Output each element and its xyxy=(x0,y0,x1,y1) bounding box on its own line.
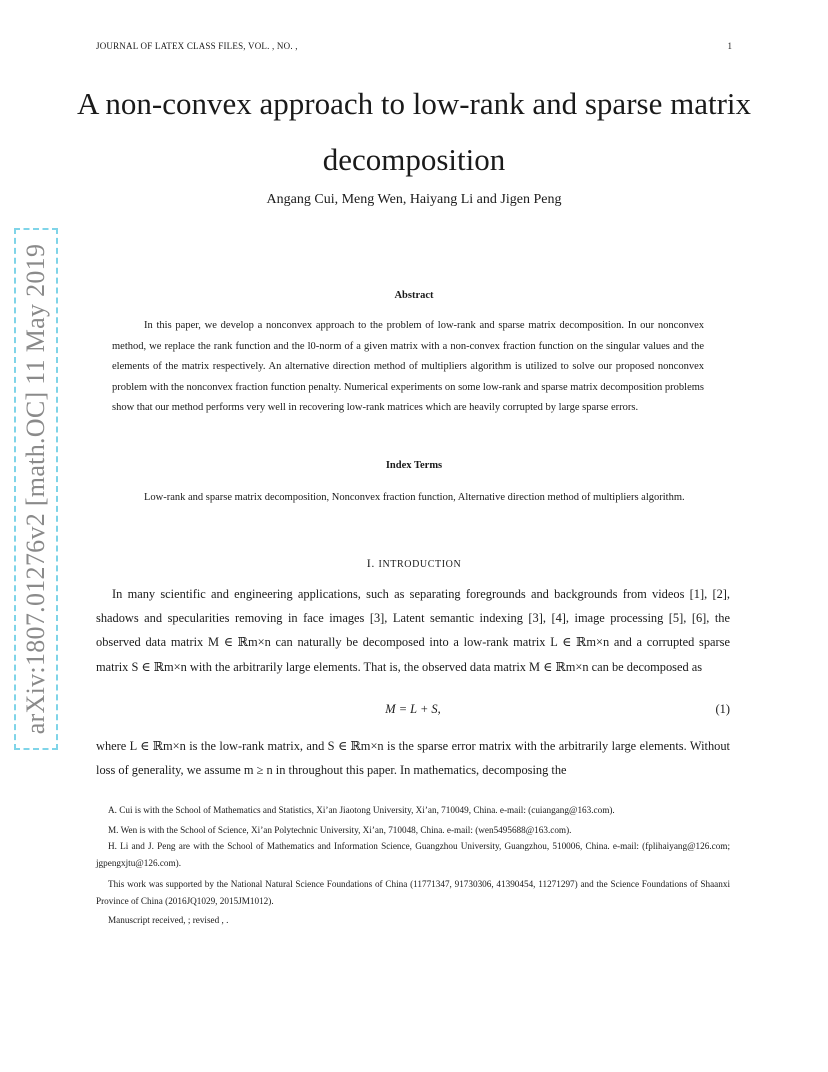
footnote-affiliation-cui: A. Cui is with the School of Mathematics and Statistics, Xi’an Jiaotong University, Xi’an, 710049, China. e-mail: (cuiangang@163.com). xyxy=(108,805,615,815)
paper-title: A non-convex approach to low-rank and sparse matrix decomposition xyxy=(76,86,752,177)
author-list: Angang Cui, Meng Wen, Haiyang Li and Jigen Peng xyxy=(266,192,562,207)
abstract-text: In this paper, we develop a nonconvex approach to the problem of low-rank and sparse matrix decomposition. In our nonconvex method, we replace the rank function and the l0-norm of a given matrix with a non-convex fraction function on the singular values and the elements of the matrix respectively. An alternative direction method of multipliers algorithm is utilized to solve our proposed nonconvex problem with the nonconvex fraction function penalty. Numerical experiments on some low-rank and sparse matrix decomposition problems show that our method performs very well in recovering low-rank matrices which are heavily corrupted by large sparse errors. xyxy=(112,320,704,413)
equation-body: M = L + S, xyxy=(385,702,441,716)
footnote-manuscript: Manuscript received, ; revised , . xyxy=(108,915,229,925)
intro-paragraph-2: where L ∈ ℝm×n is the low-rank matrix, and S ∈ ℝm×n is the sparse error matrix with the arbitrarily large elements. Without loss of generality, we assume m ≥ n in throughout this paper. In mathematics, decomposing the xyxy=(96,739,730,778)
index-terms-text: Low-rank and sparse matrix decomposition, Nonconvex fraction function, Alternative direction method of multipliers algorithm. xyxy=(144,492,685,503)
section-title: INTRODUCTION xyxy=(378,559,462,570)
footnote-affiliation-wen: M. Wen is with the School of Science, Xi’an Polytechnic University, Xi’an, 710048, China. e-mail: (wen5495688@163.com). xyxy=(108,825,572,835)
page-number: 1 xyxy=(727,41,732,51)
footnote-affiliation-li-peng: H. Li and J. Peng are with the School of Mathematics and Information Science, Guangzhou University, Guangzhou, 510006, China. e-mail: (fplihaiyang@126.com; jgpengxjtu@126.com). xyxy=(96,841,730,868)
running-header: JOURNAL OF LATEX CLASS FILES, VOL. , NO. , xyxy=(96,41,298,51)
arxiv-identifier[interactable]: arXiv:1807.01276v2 [math.OC] 11 May 2019 xyxy=(21,243,50,735)
footnote-funding: This work was supported by the National Natural Science Foundations of China (11771347, 91730306, 41390454, 11271297) and the Science Foundations of Shaanxi Province of China (2016JQ1029, 2015JM1012). xyxy=(96,879,730,906)
section-heading xyxy=(0,556,828,571)
abstract-heading: Abstract xyxy=(394,290,434,301)
equation-number: (1) xyxy=(715,702,730,716)
equation-1 xyxy=(96,702,730,724)
index-terms-heading: Index Terms xyxy=(385,460,443,471)
intro-paragraph-1: In many scientific and engineering applications, such as separating foregrounds and backgrounds from videos [1], [2], shadows and specularities removing in face images [3], Latent semantic indexing [3], [4], image processing [5], [6], the observed data matrix M ∈ ℝm×n can naturally be decomposed into a low-rank matrix L ∈ ℝm×n and a corrupted sparse matrix S ∈ ℝm×n with the arbitrarily large elements. That is, the observed data matrix M ∈ ℝm×n can be decomposed as xyxy=(96,587,730,674)
section-numeral: I. xyxy=(366,556,375,570)
arxiv-stamp[interactable] xyxy=(14,228,58,750)
